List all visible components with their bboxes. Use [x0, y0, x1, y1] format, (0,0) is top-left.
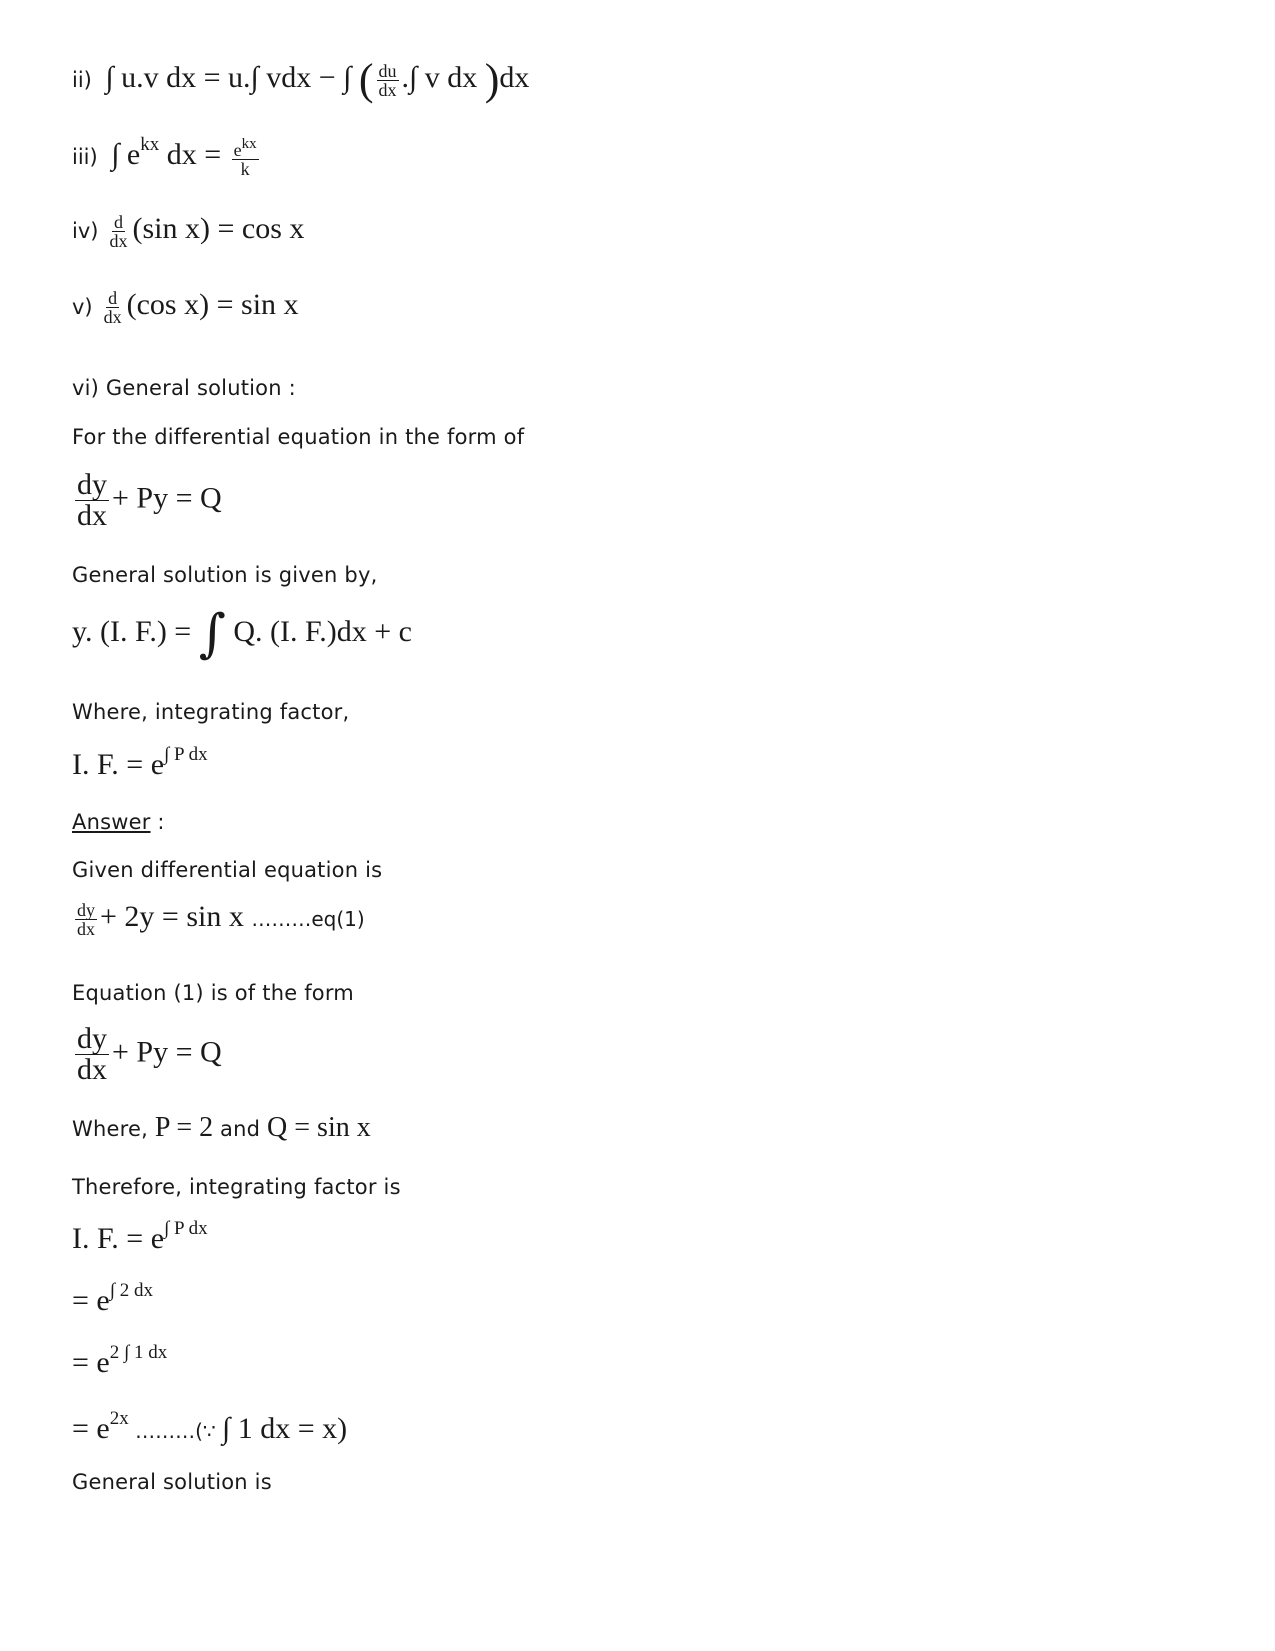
frac-numerator: d: [113, 211, 123, 232]
formula-label: iii): [72, 145, 98, 169]
frac-denominator: dx: [77, 1053, 107, 1086]
general-solution-heading: vi) General solution :: [72, 376, 296, 400]
p-value: P = 2: [154, 1112, 214, 1143]
fraction: [102, 289, 124, 326]
formula-label: v): [72, 295, 93, 319]
q-value: Q = sin x: [267, 1112, 371, 1143]
integrating-factor-definition: [72, 744, 208, 782]
frac-numerator-base: e: [233, 139, 242, 160]
equation-lhs: = e: [72, 1284, 110, 1317]
frac-numerator: dy: [77, 899, 95, 920]
where-p-q-line: [72, 1112, 371, 1144]
reason-dots: ………(∵: [128, 1419, 222, 1443]
equation-rhs: + Py = Q: [112, 1035, 222, 1069]
equation-rhs: + Py = Q: [112, 481, 222, 515]
standard-form-equation: [72, 470, 222, 531]
reason-text: ∫ 1 dx = x): [221, 1412, 348, 1445]
formula-v: [72, 288, 299, 326]
close-paren: ): [484, 55, 500, 104]
open-paren: (: [358, 55, 374, 104]
formula-end: dx: [499, 60, 530, 94]
answer-label: Answer: [72, 810, 151, 834]
frac-denominator: k: [240, 158, 250, 179]
equation-rhs: + 2y = sin x: [100, 900, 244, 933]
integrating-factor-step-2: [72, 1280, 153, 1318]
formula-tail: .∫ v dx: [401, 60, 478, 94]
general-solution-given-text: General solution is given by,: [72, 563, 378, 587]
equation-lhs: I. F. = e: [72, 748, 165, 781]
exponent: kx: [140, 134, 160, 155]
formula-mid: dx =: [159, 138, 222, 171]
frac-numerator: dy: [77, 1022, 107, 1055]
formula-label: iv): [72, 219, 99, 243]
fraction: [377, 62, 399, 99]
equation-lhs: I. F. = e: [72, 1222, 165, 1255]
fraction: [75, 470, 109, 531]
form-statement-text: Equation (1) is of the form: [72, 981, 354, 1005]
given-equation-intro: Given differential equation is: [72, 858, 383, 882]
and-text: and: [213, 1117, 268, 1141]
frac-denominator: dx: [103, 306, 122, 327]
formula-ii: [72, 55, 530, 104]
therefore-integrating-factor-text: Therefore, integrating factor is: [72, 1175, 401, 1199]
equation-lhs: = e: [72, 1412, 110, 1445]
answer-colon: :: [150, 810, 165, 834]
frac-denominator: dx: [77, 499, 107, 532]
fraction: [232, 137, 259, 178]
frac-numerator: [232, 137, 259, 160]
formula-iii: [72, 134, 262, 178]
integrating-factor-step-1: [72, 1218, 208, 1256]
general-solution-equation: [72, 604, 412, 664]
general-solution-is-text: General solution is: [72, 1470, 272, 1494]
fraction: [75, 1024, 109, 1085]
equation-lhs: = e: [72, 1346, 110, 1379]
formula-lhs: ∫ u.v dx = u.∫ vdx − ∫: [105, 60, 352, 94]
where-integrating-factor-text: Where, integrating factor,: [72, 700, 350, 724]
exponent: ∫ P dx: [164, 744, 208, 765]
form-intro-text: For the differential equation in the form of: [72, 425, 525, 449]
frac-numerator: du: [378, 60, 397, 81]
fraction: [107, 213, 129, 250]
formula-rhs: (cos x) = sin x: [126, 288, 299, 321]
frac-denominator: dx: [109, 230, 128, 251]
formula-lhs: ∫ e: [111, 138, 141, 171]
fraction: [75, 901, 97, 938]
equation-rhs: Q. (I. F.)dx + c: [233, 614, 412, 648]
frac-numerator: d: [108, 287, 118, 308]
answer-heading: [72, 810, 165, 834]
formula-iv: [72, 212, 304, 250]
frac-denominator: dx: [378, 79, 397, 100]
integral-sign: ∫: [198, 604, 226, 664]
equation-lhs: y. (I. F.) =: [72, 614, 192, 648]
frac-numerator-exponent: kx: [241, 135, 257, 152]
standard-form-equation-2: [72, 1024, 222, 1085]
equation-tag: ………eq(1): [251, 907, 365, 931]
exponent: 2x: [109, 1408, 129, 1429]
frac-numerator: dy: [77, 468, 107, 501]
integrating-factor-step-3: [72, 1342, 167, 1380]
where-text: Where,: [72, 1117, 155, 1141]
exponent: ∫ P dx: [164, 1218, 208, 1239]
frac-denominator: dx: [77, 918, 95, 939]
exponent: 2 ∫ 1 dx: [109, 1342, 168, 1363]
given-equation: [72, 900, 365, 938]
exponent: ∫ 2 dx: [109, 1280, 153, 1301]
formula-label: ii): [72, 67, 92, 92]
integrating-factor-step-4: [72, 1408, 347, 1446]
formula-rhs: (sin x) = cos x: [132, 212, 305, 245]
